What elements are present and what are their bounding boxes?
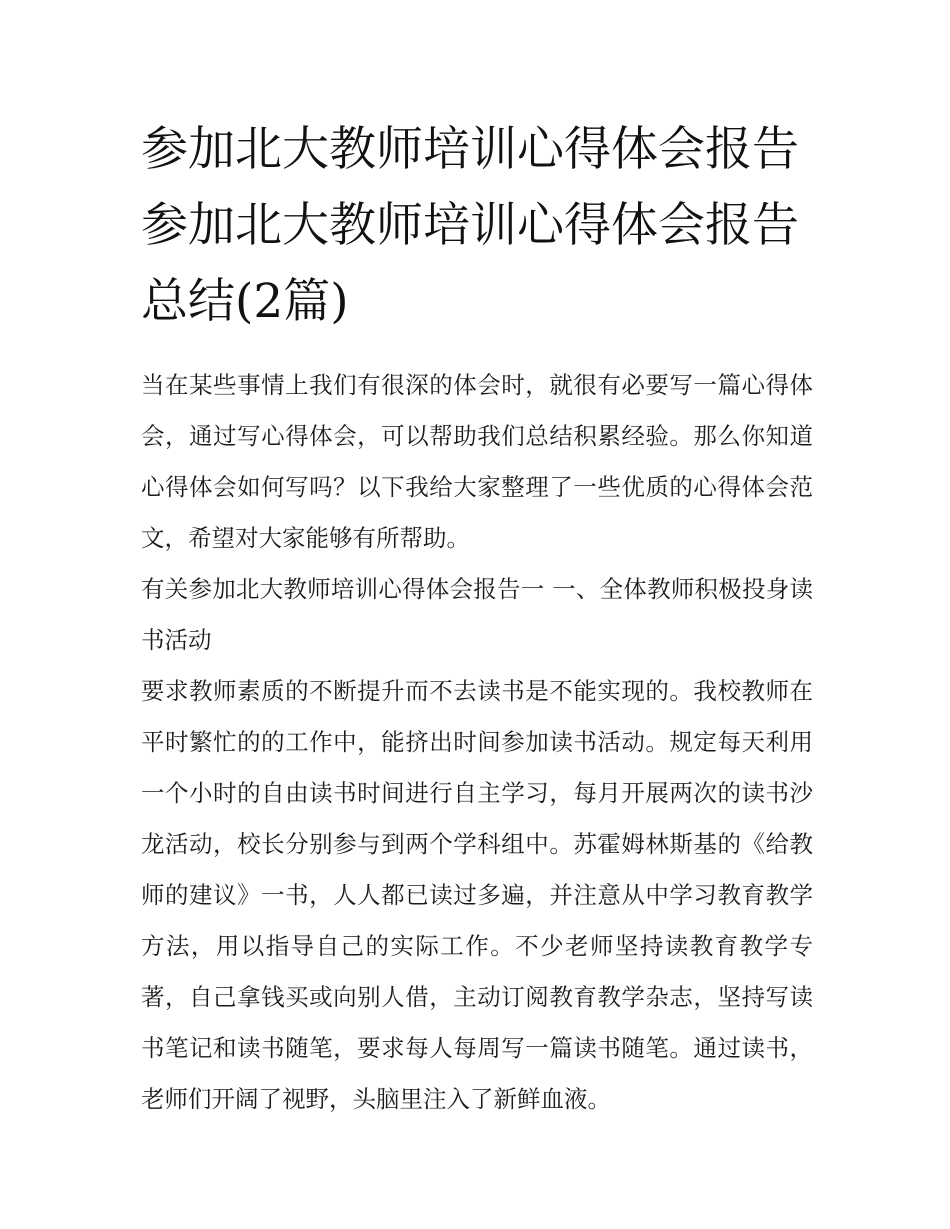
body-paragraph: 要求教师素质的不断提升而不去读书是不能实现的。我校教师在平时繁忙的的工作中，能挤出时间参加读书活动。规定每天利用一个小时的自由读书时间进行自主学习，每月开展两次的读书沙龙活动，校长分别参与到两个学科组中。苏霍姆林斯基的《给教师的建议》一书，人人都已读过多遍，并注意从中学习教育教学方法，用以指导自己的实际工作。不少老师坚持读教育教学专著，自己拿钱买或向别人借，主动订阅教育教学杂志，坚持写读书笔记和读书随笔，要求每人每周写一篇读书随笔。通过读书，老师们开阔了视野，头脑里注入了新鲜血液。: [141, 677, 813, 1113]
document-content: [141, 112, 813, 1125]
section-heading-paragraph: 有关参加北大教师培训心得体会报告一 一、全体教师积极投身读书活动: [141, 575, 813, 654]
document-title: 参加北大教师培训心得体会报告 参加北大教师培训心得体会报告总结(2篇): [141, 122, 799, 329]
intro-paragraph: 当在某些事情上我们有很深的体会时，就很有必要写一篇心得体会，通过写心得体会，可以帮助我们总结积累经验。那么你知道心得体会如何写吗？以下我给大家整理了一些优质的心得体会范文，希望对大家能够有所帮助。: [141, 371, 813, 552]
